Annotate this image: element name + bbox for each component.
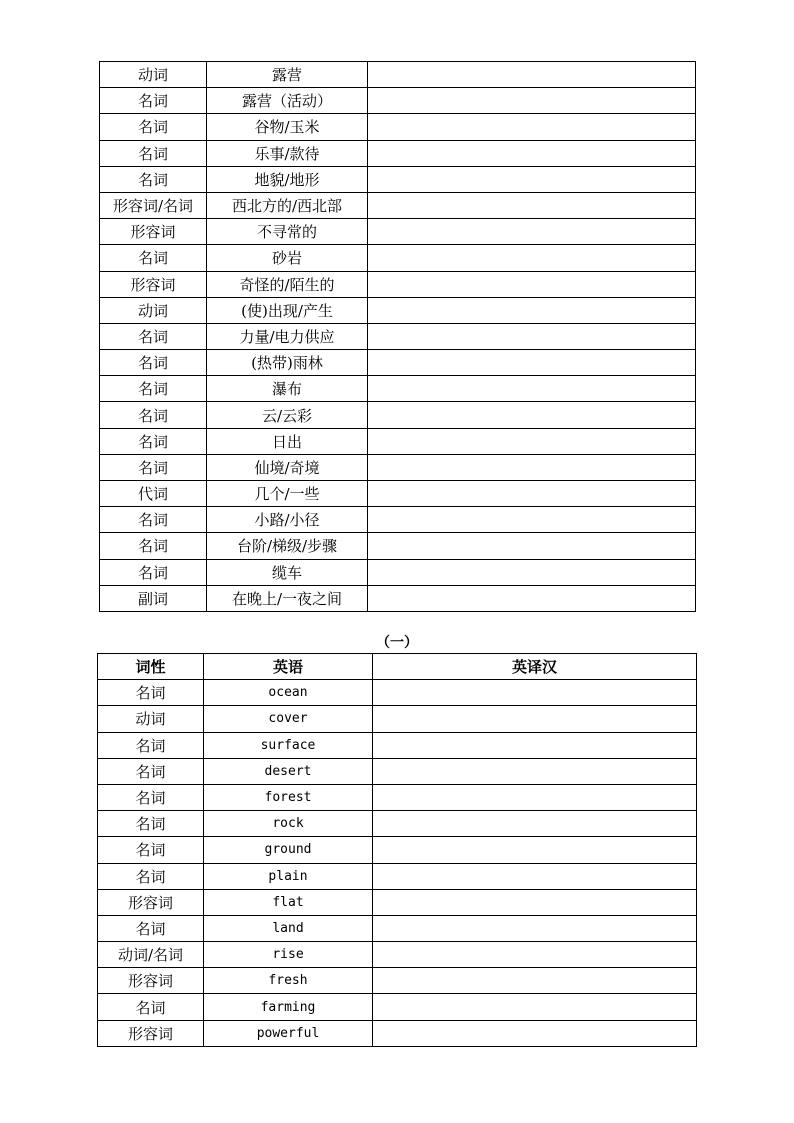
table-row	[100, 533, 696, 559]
part-of-speech-cell: 名词	[100, 507, 207, 533]
answer-blank-cell[interactable]	[368, 271, 696, 297]
chinese-meaning-cell: 奇怪的/陌生的	[207, 271, 368, 297]
part-of-speech-cell: 名词	[98, 732, 204, 758]
table-row	[98, 942, 697, 968]
table-row	[98, 968, 697, 994]
answer-blank-cell[interactable]	[368, 192, 696, 218]
answer-blank-cell[interactable]	[368, 166, 696, 192]
part-of-speech-cell: 形容词	[98, 968, 204, 994]
english-word-cell: surface	[204, 732, 373, 758]
table-row	[100, 481, 696, 507]
part-of-speech-cell: 形容词	[100, 219, 207, 245]
english-word-cell: cover	[204, 706, 373, 732]
english-word-cell: ground	[204, 837, 373, 863]
header-translation: 英译汉	[373, 654, 697, 680]
header-part-of-speech: 词性	[98, 654, 204, 680]
translation-blank-cell[interactable]	[373, 915, 697, 941]
table-row	[98, 758, 697, 784]
chinese-meaning-cell: 西北方的/西北部	[207, 192, 368, 218]
translation-blank-cell[interactable]	[373, 732, 697, 758]
vocab-table-chinese-body	[100, 62, 696, 612]
table-row	[98, 1020, 697, 1046]
answer-blank-cell[interactable]	[368, 62, 696, 88]
translation-blank-cell[interactable]	[373, 784, 697, 810]
translation-blank-cell[interactable]	[373, 994, 697, 1020]
chinese-meaning-cell: 地貌/地形	[207, 166, 368, 192]
chinese-meaning-cell: 云/云彩	[207, 402, 368, 428]
english-word-cell: forest	[204, 784, 373, 810]
part-of-speech-cell: 动词	[100, 62, 207, 88]
table-row	[100, 402, 696, 428]
english-word-cell: rock	[204, 811, 373, 837]
english-word-cell: plain	[204, 863, 373, 889]
part-of-speech-cell: 名词	[100, 454, 207, 480]
table-row	[100, 62, 696, 88]
translation-blank-cell[interactable]	[373, 1020, 697, 1046]
answer-blank-cell[interactable]	[368, 481, 696, 507]
chinese-meaning-cell: 露营（活动）	[207, 88, 368, 114]
part-of-speech-cell: 名词	[98, 837, 204, 863]
answer-blank-cell[interactable]	[368, 323, 696, 349]
table-row	[100, 323, 696, 349]
answer-blank-cell[interactable]	[368, 585, 696, 611]
translation-blank-cell[interactable]	[373, 942, 697, 968]
translation-blank-cell[interactable]	[373, 706, 697, 732]
translation-blank-cell[interactable]	[373, 811, 697, 837]
english-word-cell: farming	[204, 994, 373, 1020]
answer-blank-cell[interactable]	[368, 559, 696, 585]
english-word-cell: ocean	[204, 680, 373, 706]
answer-blank-cell[interactable]	[368, 350, 696, 376]
chinese-meaning-cell: 露营	[207, 62, 368, 88]
answer-blank-cell[interactable]	[368, 140, 696, 166]
table-row	[100, 140, 696, 166]
answer-blank-cell[interactable]	[368, 297, 696, 323]
table-row	[100, 559, 696, 585]
answer-blank-cell[interactable]	[368, 454, 696, 480]
table-row	[98, 863, 697, 889]
part-of-speech-cell: 动词	[100, 297, 207, 323]
part-of-speech-cell: 形容词	[100, 271, 207, 297]
table-row	[98, 706, 697, 732]
chinese-meaning-cell: 台阶/梯级/步骤	[207, 533, 368, 559]
vocab-table-english-body	[98, 680, 697, 1047]
part-of-speech-cell: 形容词	[98, 1020, 204, 1046]
chinese-meaning-cell: 在晚上/一夜之间	[207, 585, 368, 611]
answer-blank-cell[interactable]	[368, 533, 696, 559]
chinese-meaning-cell: 乐事/款待	[207, 140, 368, 166]
part-of-speech-cell: 名词	[98, 994, 204, 1020]
part-of-speech-cell: 名词	[100, 402, 207, 428]
vocab-table-english	[97, 653, 697, 1047]
english-word-cell: flat	[204, 889, 373, 915]
vocab-table-chinese	[99, 61, 696, 612]
part-of-speech-cell: 名词	[100, 140, 207, 166]
chinese-meaning-cell: (使)出现/产生	[207, 297, 368, 323]
answer-blank-cell[interactable]	[368, 507, 696, 533]
part-of-speech-cell: 动词	[98, 706, 204, 732]
part-of-speech-cell: 名词	[98, 863, 204, 889]
translation-blank-cell[interactable]	[373, 758, 697, 784]
table-row	[100, 454, 696, 480]
table-row	[100, 166, 696, 192]
answer-blank-cell[interactable]	[368, 428, 696, 454]
chinese-meaning-cell: 小路/小径	[207, 507, 368, 533]
part-of-speech-cell: 名词	[100, 88, 207, 114]
table-row	[100, 88, 696, 114]
table-row	[100, 585, 696, 611]
chinese-meaning-cell: 不寻常的	[207, 219, 368, 245]
part-of-speech-cell: 名词	[98, 784, 204, 810]
table-row	[100, 507, 696, 533]
chinese-meaning-cell: 缆车	[207, 559, 368, 585]
table-row	[100, 350, 696, 376]
english-word-cell: powerful	[204, 1020, 373, 1046]
answer-blank-cell[interactable]	[368, 376, 696, 402]
table-row	[100, 428, 696, 454]
part-of-speech-cell: 名词	[100, 114, 207, 140]
english-word-cell: fresh	[204, 968, 373, 994]
answer-blank-cell[interactable]	[368, 402, 696, 428]
translation-blank-cell[interactable]	[373, 863, 697, 889]
table-row	[98, 889, 697, 915]
chinese-meaning-cell: 力量/电力供应	[207, 323, 368, 349]
table-row	[98, 732, 697, 758]
translation-blank-cell[interactable]	[373, 837, 697, 863]
table-row	[100, 114, 696, 140]
table-row	[98, 915, 697, 941]
part-of-speech-cell: 名词	[100, 533, 207, 559]
part-of-speech-cell: 名词	[98, 758, 204, 784]
chinese-meaning-cell: 瀑布	[207, 376, 368, 402]
table-row	[100, 219, 696, 245]
part-of-speech-cell: 名词	[100, 323, 207, 349]
translation-blank-cell[interactable]	[373, 968, 697, 994]
part-of-speech-cell: 名词	[100, 166, 207, 192]
part-of-speech-cell: 副词	[100, 585, 207, 611]
table-row	[98, 680, 697, 706]
chinese-meaning-cell: 日出	[207, 428, 368, 454]
answer-blank-cell[interactable]	[368, 245, 696, 271]
answer-blank-cell[interactable]	[368, 114, 696, 140]
part-of-speech-cell: 代词	[100, 481, 207, 507]
part-of-speech-cell: 形容词	[98, 889, 204, 915]
answer-blank-cell[interactable]	[368, 88, 696, 114]
table-row	[98, 994, 697, 1020]
answer-blank-cell[interactable]	[368, 219, 696, 245]
chinese-meaning-cell: 谷物/玉米	[207, 114, 368, 140]
chinese-meaning-cell: (热带)雨林	[207, 350, 368, 376]
chinese-meaning-cell: 几个/一些	[207, 481, 368, 507]
part-of-speech-cell: 名词	[98, 680, 204, 706]
part-of-speech-cell: 动词/名词	[98, 942, 204, 968]
part-of-speech-cell: 形容词/名词	[100, 192, 207, 218]
part-of-speech-cell: 名词	[100, 245, 207, 271]
table-row	[98, 837, 697, 863]
table-row	[100, 245, 696, 271]
part-of-speech-cell: 名词	[100, 559, 207, 585]
part-of-speech-cell: 名词	[98, 811, 204, 837]
chinese-meaning-cell: 砂岩	[207, 245, 368, 271]
part-of-speech-cell: 名词	[100, 376, 207, 402]
table-row	[100, 192, 696, 218]
header-english: 英语	[204, 654, 373, 680]
table-row	[98, 811, 697, 837]
section-caption: （一）	[376, 635, 418, 651]
translation-blank-cell[interactable]	[373, 889, 697, 915]
table-row	[98, 784, 697, 810]
table-row	[100, 376, 696, 402]
english-word-cell: desert	[204, 758, 373, 784]
part-of-speech-cell: 名词	[100, 350, 207, 376]
english-word-cell: land	[204, 915, 373, 941]
part-of-speech-cell: 名词	[98, 915, 204, 941]
table-header-row	[98, 654, 697, 680]
table-row	[100, 271, 696, 297]
part-of-speech-cell: 名词	[100, 428, 207, 454]
translation-blank-cell[interactable]	[373, 680, 697, 706]
chinese-meaning-cell: 仙境/奇境	[207, 454, 368, 480]
table-row	[100, 297, 696, 323]
english-word-cell: rise	[204, 942, 373, 968]
